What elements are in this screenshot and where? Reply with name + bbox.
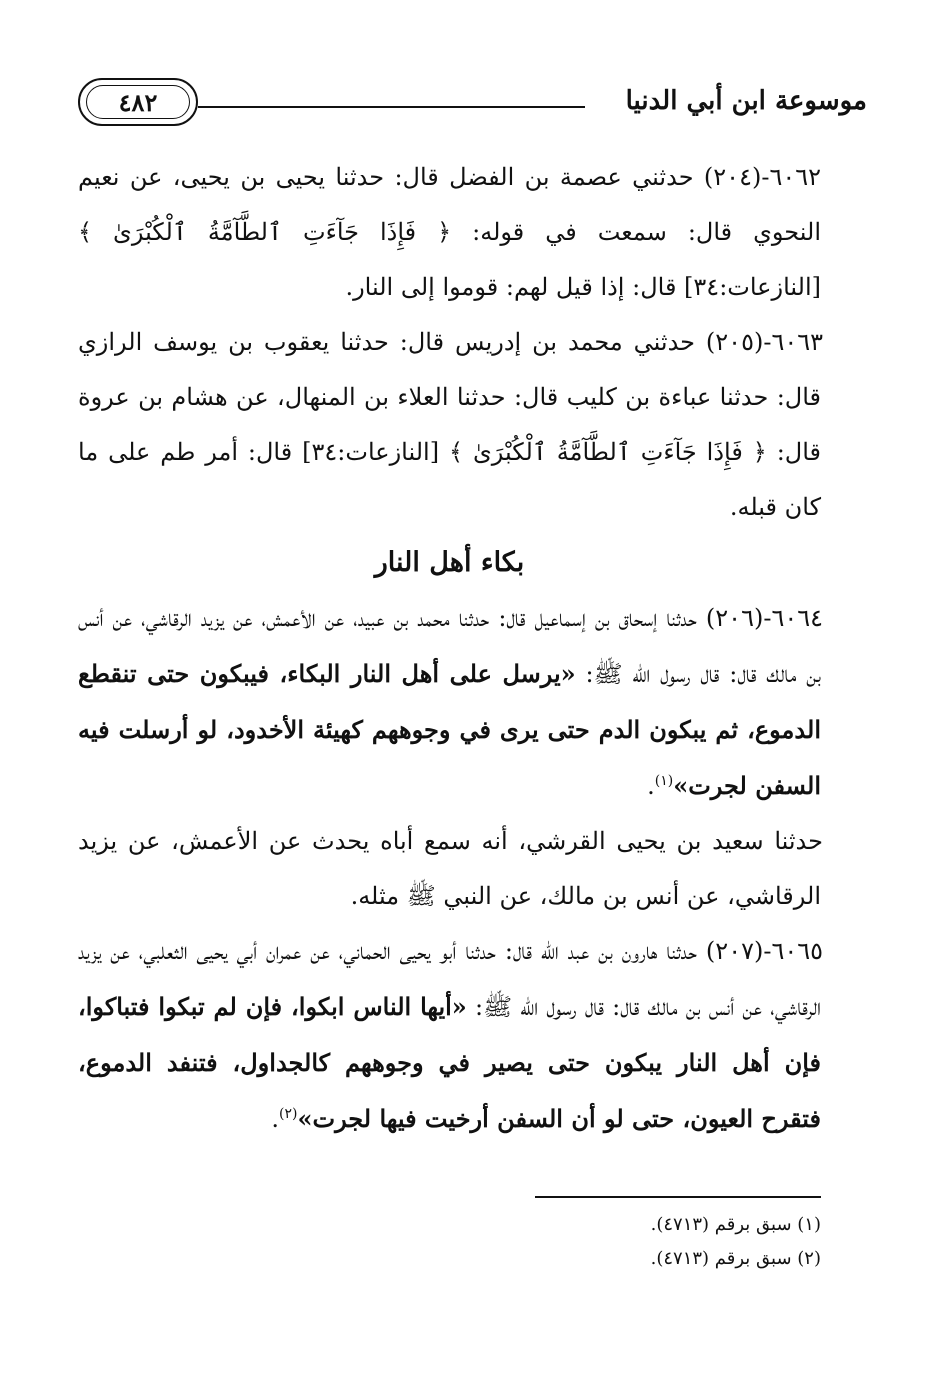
hadith-6064-isnad: ٦٠٦٤-(٢٠٦) حدثنا إسحاق بن إسماعيل قال: حدثنا محمد بن عبيد، عن الأعمش، عن يزيد الرقاشي، عن أنس بن مالك قال: قال رسول الله ﷺ: [78,604,823,688]
hadith-6065 [78,924,824,1147]
book-title: موسوعة ابن أبي الدنيا [625,86,867,116]
hadith-6065-matn: «أيها الناس ابكوا، فإن لم تبكوا فتباكوا، فإن أهل النار يبكون حتى يصير في وجوههم كالجداول، فتنفد الدموع، فتقرح العيون، حتى لو أن السفن أرخيت فيها لجرت» [78,992,822,1133]
hadith-6064-matn: «يرسل على أهل النار البكاء، فيبكون حتى تنقطع الدموع، ثم يبكون الدم حتى يرى في وجوههم كهيئة الأخدود، لو أرسلت فيه السفن لجرت» [78,659,821,800]
hadith-6062: ٦٠٦٢-(٢٠٤) حدثني عصمة بن الفضل قال: حدثنا يحيى بن يحيى، عن نعيم النحوي قال: سمعت في قوله: ﴿ فَإِذَا جَآءَتِ ٱلطَّآمَّةُ ٱلْكُبْرَىٰ ﴾ [النازعات:٣٤] قال: إذا قيل لهم: قوموا إلى النار. [78,163,821,301]
hadith-6065-end: . [271,1105,279,1133]
page-number-frame [78,78,198,126]
footnote-ref-1: (١) [654,773,674,789]
hadith-6065-isnad: ٦٠٦٥-(٢٠٧) حدثنا هارون بن عبد الله قال: حدثنا أبو يحيى الحماني، عن عمران أبي يحيى الثعلبي، عن يزيد الرقاشي، عن أنس بن مالك قال: قال رسول الله ﷺ: [78,937,824,1021]
footnotes [401,1208,821,1276]
hadith-6064 [78,591,821,814]
page-number: ٤٨٢ [118,88,158,117]
footnote-ref-2: (٢) [279,1106,298,1122]
section-heading: بكاء أهل النار [374,547,525,578]
hadith-6063: ٦٠٦٣-(٢٠٥) حدثني محمد بن إدريس قال: حدثنا يعقوب بن يوسف الرازي قال: حدثنا عباءة بن كليب قال: حدثنا العلاء بن المنهال، عن هشام بن عروة قال: ﴿ فَإِذَا جَآءَتِ ٱلطَّآمَّةُ ٱلْكُبْرَىٰ ﴾ [النازعات:٣٤] قال: أمر طم على ما كان قبله. [78,328,823,521]
footnote-1: (١) سبق برقم (٤٧١٣). [650,1214,821,1235]
main-text [78,150,824,1147]
hadith-6064-variant: حدثنا سعيد بن يحيى القرشي، أنه سمع أباه يحدث عن الأعمش، عن يزيد الرقاشي، عن أنس بن مالك، عن النبي ﷺ مثله. [78,827,823,910]
footnote-rule [535,1196,821,1198]
header-rule [198,106,585,108]
running-header [78,78,867,130]
hadith-6064-end: . [647,772,655,800]
footnote-2: (٢) سبق برقم (٤٧١٣). [650,1248,821,1269]
